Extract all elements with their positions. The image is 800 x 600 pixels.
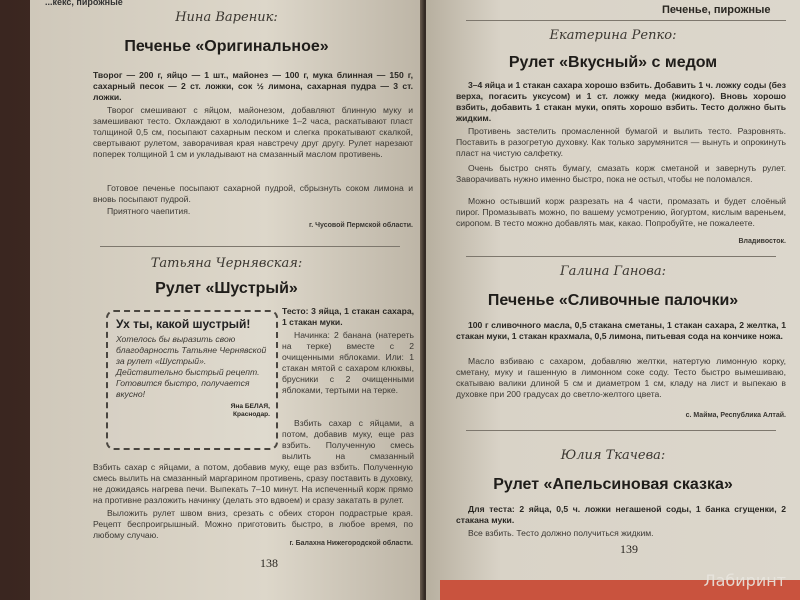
- recipe-source: г. Чусовой Пермской области.: [308, 222, 413, 229]
- recipe-step: Готовое печенье посыпают сахарной пудрой, сбрызнуть соком лимона и вновь посыпают пудрой.: [93, 183, 413, 204]
- section-divider: [466, 20, 786, 21]
- recipe-step: Взбить сахар с яйцами, а потом, добавив муку, еще раз взбить. Полученную смесь вылить на смазанный: [282, 418, 414, 461]
- section-divider: [466, 256, 776, 257]
- recipe-step: Масло взбиваю с сахаром, добавляю желтки, натертую лимонную корку, сметану, муку и гашенную в лимонном соке соду. Тесто быстро вымешиваю, скатываю валики длиной 5 см и диаметром 1 см, кладу на лист и выпекаю в духовке при 200 градусах до светло-желтого цвета.: [456, 356, 786, 399]
- recipe-step: Приятного чаепития.: [107, 206, 191, 216]
- recipe-ingredients: Творог — 200 г, яйцо — 1 шт., майонез — 100 г, мука блинная — 150 г, сахарный песок — 2 ст. ложки, сок ½ лимона, сахарная пудра — 3 ст. ложки.: [93, 70, 413, 102]
- review-title: Ух ты, какой шустрый!: [116, 317, 251, 331]
- recipe-step: Творог смешивают с яйцом, майонезом, добавляют блинную муку и замешивают тесто. Охлаждают в холодильнике 1–2 часа, раскатывают пласт толщиной 0,5 см, посыпают сахарным песком и слегка прокатывают скалкой, свертывают рулетом, заворачивая края навстречу друг другу. Рулет нарезают поперек толщиной 1 см и укладывают на смазанный маслом противень.: [93, 105, 413, 159]
- review-text: Хотелось бы выразить свою благодарность Татьяне Чернявской за рулет «Шустрый». Действительно быстрый рецепт. Готовится быстро, получается вкусно!: [116, 334, 267, 399]
- page-number: 139: [620, 542, 638, 556]
- left-page: [30, 0, 423, 600]
- recipe-author: Татьяна Чернявская:: [150, 256, 303, 271]
- recipe-title: Рулет «Апельсиновая сказка»: [493, 476, 733, 493]
- recipe-step: Очень быстро снять бумагу, смазать корж сметаной и завернуть рулет. Заворачивать нужно именно быстро, пока не остыл, чтобы не поломался.: [456, 163, 786, 184]
- recipe-source: Владивосток.: [738, 238, 786, 245]
- recipe-source: г. Балахна Нижегородской области.: [289, 540, 413, 547]
- recipe-author: Екатерина Репко:: [549, 28, 677, 43]
- recipe-source: с. Майма, Республика Алтай.: [685, 412, 786, 419]
- recipe-ingredients: 100 г сливочного масла, 0,5 стакана сметаны, 1 стакан сахара, 2 желтка, 1 стакан муки, 1 стакан крахмала, 0,5 лимона, питьевая сода на кончике ножа.: [456, 320, 786, 341]
- recipe-step-continued: Взбить сахар с яйцами, а потом, добавив муку, еще раз взбить. Полученную смесь вылить на смазанный маргарином противень, сразу поставить в духовку, не дожидаясь нагрева печи. Выпекать 7–10 минут. На испеченный корж прямо на противне разложить начинку (делать это вдвоем) и сразу закатать в рулет.: [93, 462, 413, 505]
- recipe-author: Галина Ганова:: [560, 264, 666, 279]
- recipe-title: Печенье «Оригинальное»: [124, 38, 329, 55]
- watermark-logo: Лабиринт: [703, 571, 786, 590]
- recipe-title: Печенье «Сливочные палочки»: [487, 292, 739, 309]
- page-number: 138: [260, 556, 278, 570]
- recipe-author: Нина Вареник:: [175, 10, 278, 25]
- recipe-step: Противень застелить промасленной бумагой и вылить тесто. Разровнять. Поставить в разогретую духовку. Как только зарумянится — вынуть и опрокинуть пласт на чистую салфетку.: [456, 126, 786, 158]
- running-head-right: Печенье, пирожные: [662, 4, 771, 16]
- review-signer-city: Краснодар.: [232, 411, 270, 418]
- recipe-step: Можно остывший корж разрезать на 4 части, промазать и будет слоёный пирог. Промазывать можно, по вашему усмотрению, йогуртом, кислым вареньем, сиропом. В тесто можно добавлять мак, какао. Попробуйте, не пожалеете.: [456, 196, 786, 228]
- review-signer: Яна БЕЛАЯ,: [230, 403, 270, 410]
- running-head-left: ...кекс, пирожные: [45, 0, 123, 7]
- recipe-step: Выложить рулет швом вниз, срезать с обеих сторон подрастрые края. Рецепт беспроигрышный. Можно приготовить быстро, в любое время, по любому случаю.: [93, 508, 413, 540]
- recipe-title: Рулет «Шустрый»: [155, 280, 298, 297]
- recipe-ingredients: Тесто: 3 яйца, 1 стакан сахара, 1 стакан муки.: [282, 306, 414, 327]
- recipe-ingredients: 3–4 яйца и 1 стакан сахара хорошо взбить. Добавить 1 ч. ложку соды (без верха, погасить уксусом) и 1 ст. ложку меда (жидкого). Вновь хорошо взбить, добавить 1 стакан муки, опять хорошо взбить. Тесто должно быть жидким.: [456, 80, 786, 123]
- section-divider: [100, 246, 400, 247]
- recipe-ingredients: Для теста: 2 яйца, 0,5 ч. ложки негашеной соды, 1 банка сгущенки, 2 стакана муки.: [456, 504, 786, 525]
- section-divider: [466, 430, 776, 431]
- recipe-step: Все взбить. Тесто должно получиться жидким.: [468, 528, 654, 538]
- recipe-filling: Начинка: 2 банана (натереть на терке) вместе с 2 очищенными яблоками. Или: 1 стакан мятой с сахаром клюквы, брусники с 2 очищенными яблоками, тертыми на терке.: [282, 330, 414, 395]
- right-page: [426, 0, 800, 600]
- recipe-title: Рулет «Вкусный» с медом: [508, 54, 718, 71]
- review-box: [106, 310, 278, 450]
- recipe-author: Юлия Ткачева:: [560, 448, 666, 463]
